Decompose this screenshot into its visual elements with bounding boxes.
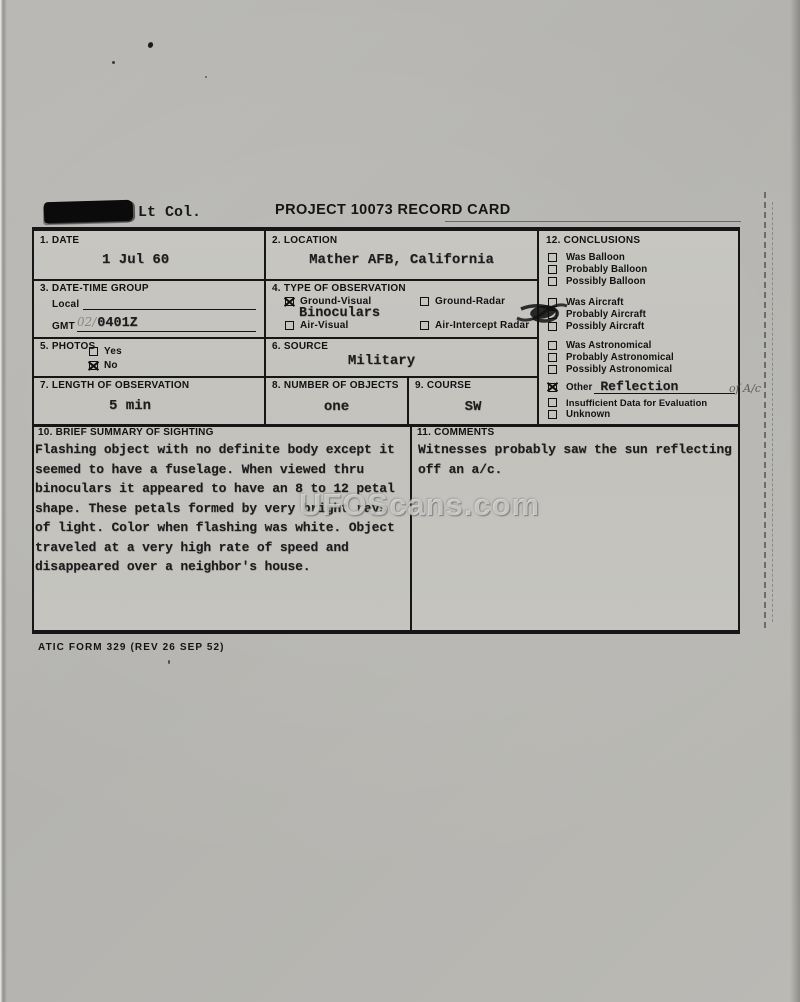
summary-line: shape. These petals formed by very bright rays [35, 500, 387, 516]
conclusion-insufficient-data: Insufficient Data for Evaluation [548, 396, 735, 408]
other-typed-value: Reflection [600, 379, 679, 394]
comments-line: off an a/c. [418, 461, 503, 477]
ground-visual-note: Binoculars [299, 306, 381, 321]
dtg-gmt-row [52, 317, 256, 332]
field-date-value: 1 Jul 60 [102, 252, 170, 268]
dtg-local-line [83, 308, 256, 310]
form-title: PROJECT 10073 RECORD CARD [275, 202, 511, 218]
other-handwritten-value: of A/c [728, 382, 761, 395]
dtg-gmt-value: 0401Z [97, 316, 138, 331]
checkbox-photos-no [89, 361, 98, 370]
checkbox-possibly-balloon [548, 277, 557, 286]
field-date-label: 1. DATE [40, 235, 80, 246]
checkbox-was-balloon [548, 253, 557, 262]
option-ground-visual: Ground-Visual [285, 296, 371, 307]
summary-line: binoculars it appeared to have an 8 to 12 petal [35, 481, 395, 496]
paper-speck [205, 76, 207, 78]
redacted-name [44, 200, 134, 223]
field-photos [34, 337, 264, 376]
field-number-of-objects [266, 376, 407, 424]
scan-artifact-line [445, 221, 741, 222]
summary-line: disappeared over a neighbor's house. [35, 559, 311, 574]
record-card [32, 227, 761, 634]
field-source-label: 6. SOURCE [272, 341, 329, 352]
dtg-gmt-label: GMT [52, 321, 75, 332]
option-photos-no: No [89, 360, 118, 371]
checkbox-was-aircraft [548, 298, 557, 307]
conclusion-probably-balloon: Probably Balloon [548, 263, 735, 275]
field-type-of-observation [266, 279, 537, 337]
other-fill-line [594, 379, 761, 395]
field-date [34, 231, 264, 279]
checkbox-unknown [548, 410, 557, 419]
dtg-gmt-line [77, 313, 256, 332]
officer-rank: Lt Col. [138, 204, 202, 221]
field-number-value: one [323, 399, 350, 415]
conclusions-list [548, 251, 761, 420]
field-comments-text [418, 440, 732, 479]
field-number-label: 8. NUMBER OF OBJECTS [272, 380, 399, 391]
field-brief-summary [34, 424, 410, 634]
scan-fold-line [764, 192, 766, 628]
paper-speck [147, 41, 154, 49]
field-location-value: Mather AFB, California [309, 252, 494, 268]
option-air-visual: Air-Visual [285, 320, 349, 331]
field-date-time-group [34, 279, 264, 337]
field-course-label: 9. COURSE [415, 380, 472, 391]
conclusion-unknown: Unknown [548, 408, 735, 420]
field-source [266, 337, 537, 376]
summary-line: Flashing object with no definite body except it [35, 442, 395, 457]
checkbox-ground-visual [285, 297, 294, 306]
field-comments-label: 11. COMMENTS [417, 427, 495, 438]
field-location [266, 231, 537, 279]
paper-speck [168, 660, 170, 664]
field-dtg-label: 3. DATE-TIME GROUP [40, 283, 149, 294]
checkbox-other [548, 383, 557, 392]
checkbox-was-astronomical [548, 341, 557, 350]
conclusion-was-astronomical: Was Astronomical [548, 339, 735, 351]
conclusion-other: Other Reflection of A/c [548, 380, 735, 394]
dtg-gmt-handwritten: 02/ [76, 315, 97, 329]
dtg-local-label: Local [52, 299, 80, 310]
conclusion-possibly-astronomical: Possibly Astronomical [548, 363, 735, 375]
checkbox-ground-radar [420, 297, 429, 306]
checkbox-insufficient-data [548, 398, 557, 407]
dtg-local-row [52, 297, 256, 310]
comments-line: Witnesses probably saw the sun reflecting [418, 442, 732, 457]
field-length-label: 7. LENGTH OF OBSERVATION [40, 380, 190, 391]
field-source-value: Military [347, 353, 416, 369]
checkbox-probably-astronomical [548, 353, 557, 362]
option-air-intercept-radar: Air-Intercept Radar [420, 320, 529, 331]
summary-line: traveled at a very high rate of speed and [35, 539, 349, 555]
conclusion-probably-astronomical: Probably Astronomical [548, 351, 735, 363]
field-course [409, 376, 537, 424]
checkbox-probably-aircraft [548, 310, 557, 319]
conclusion-was-balloon: Was Balloon [548, 251, 735, 263]
scan-fold-line [772, 202, 773, 622]
form-number: ATIC FORM 329 (REV 26 SEP 52) [38, 642, 225, 653]
field-comments [412, 424, 738, 634]
conclusion-probably-aircraft: Probably Aircraft [548, 308, 735, 320]
field-conclusions [539, 231, 761, 424]
checkbox-air-intercept-radar [420, 321, 429, 330]
field-conclusions-label: 12. CONCLUSIONS [546, 235, 641, 246]
checkbox-possibly-aircraft [548, 322, 557, 331]
field-summary-label: 10. BRIEF SUMMARY OF SIGHTING [38, 427, 214, 438]
conclusion-possibly-balloon: Possibly Balloon [548, 275, 735, 287]
field-location-label: 2. LOCATION [272, 235, 338, 246]
field-course-value: SW [464, 399, 482, 415]
field-photos-label: 5. PHOTOS [40, 341, 96, 352]
conclusion-was-aircraft: Was Aircraft [548, 296, 735, 308]
field-length-of-observation [34, 376, 264, 424]
conclusion-possibly-aircraft: Possibly Aircraft [548, 320, 735, 332]
paper-speck [112, 61, 115, 64]
summary-line: seemed to have a fuselage. When viewed thru [35, 461, 365, 477]
checkbox-photos-yes [89, 347, 98, 356]
summary-line: of light. Color when flashing was white. Object [35, 520, 395, 535]
watermark-text: UFOScans.com [299, 487, 541, 522]
option-ground-radar: Ground-Radar [420, 296, 505, 307]
checkbox-air-visual [285, 321, 294, 330]
checkbox-probably-balloon [548, 265, 557, 274]
field-length-value: 5 min [109, 398, 152, 414]
field-type-label: 4. TYPE OF OBSERVATION [272, 283, 406, 294]
option-photos-yes: Yes [89, 346, 122, 357]
checkbox-possibly-astronomical [548, 365, 557, 374]
